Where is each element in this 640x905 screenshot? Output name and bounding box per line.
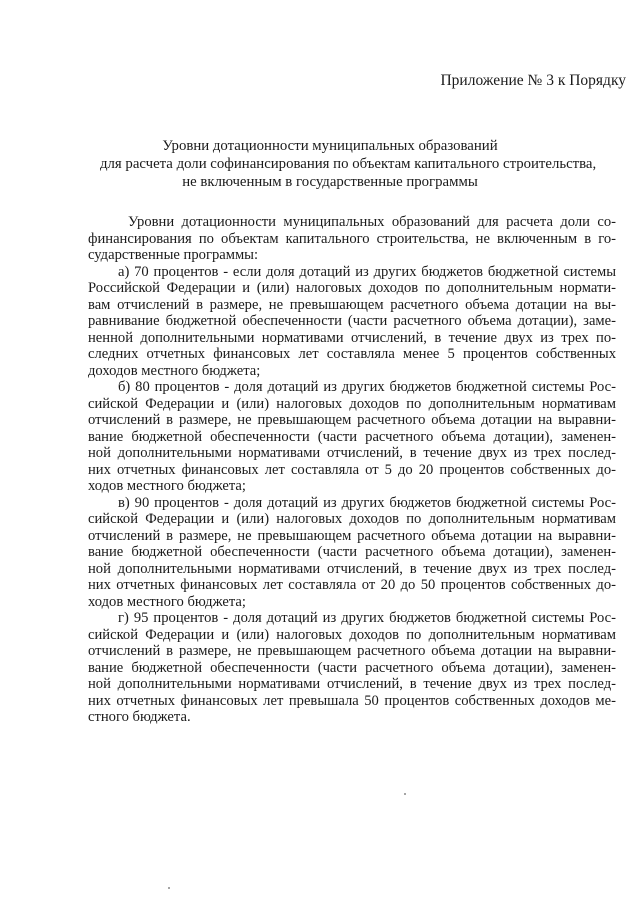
text-line: ненной дополнительными нормативами отчислений, в течение двух из трех по-	[88, 329, 616, 346]
appendix-reference: Приложение № 3 к Порядку	[440, 72, 626, 89]
text-line: сударственные программы:	[88, 247, 259, 263]
document-body	[88, 214, 616, 726]
text-line: следних отчетных финансовых лет составляла менее 5 процентов собственных	[88, 346, 616, 362]
scan-speck	[404, 793, 406, 795]
text-line: г) 95 процентов - доля дотаций из других бюджетов бюджетной системы Рос-	[118, 610, 616, 626]
text-line: вам отчислений в размере, не превышающем расчетного объема дотации на вы-	[88, 296, 616, 313]
text-line: ной дополнительными нормативами отчислений, в течение двух из трех послед-	[88, 445, 616, 461]
item-v	[88, 495, 616, 611]
text-line: сийской Федерации и (или) налоговых доходов по дополнительным нормативам	[88, 626, 616, 643]
text-line: а) 70 процентов - если доля дотаций из других бюджетов бюджетной системы	[118, 263, 616, 280]
item-a	[88, 264, 616, 380]
text-line: отчислений в размере, не превышающем расчетного объема дотации на выравни-	[88, 412, 616, 428]
document-title	[100, 137, 597, 191]
text-line: стного бюджета.	[88, 709, 191, 725]
text-line: ходов местного бюджета;	[88, 478, 246, 494]
item-g	[88, 610, 616, 726]
text-line: в) 90 процентов - доля дотаций из других бюджетов бюджетной системы Рос-	[118, 494, 616, 511]
text-line: ходов местного бюджета;	[88, 593, 246, 610]
text-line: них отчетных финансовых лет составляла от 20 до 50 процентов собственных до-	[88, 577, 616, 593]
text-line: Российской Федерации и (или) налоговых доходов по дополнительным нормати-	[88, 280, 616, 296]
text-line: вание бюджетной обеспеченности (части расчетного объема дотации), заменен-	[88, 428, 616, 445]
text-line: доходов местного бюджета;	[88, 362, 261, 379]
text-line: равнивание бюджетной обеспеченности (части расчетного объема дотации), заме-	[88, 313, 616, 329]
text-line: финансирования по объектам капитального строительства, не включенным в го-	[88, 230, 616, 247]
text-line: вание бюджетной обеспеченности (части расчетного объема дотации), заменен-	[88, 544, 616, 560]
text-line: ной дополнительными нормативами отчислений, в течение двух из трех послед-	[88, 560, 616, 577]
title-line: для расчета доли софинансирования по объектам капитального строительства,	[100, 156, 597, 172]
text-line: отчислений в размере, не превышающем расчетного объема дотации на выравни-	[88, 643, 616, 659]
text-line: сийской Федерации и (или) налоговых доходов по дополнительным нормативам	[88, 511, 616, 527]
text-line: них отчетных финансовых лет превышала 50 процентов собственных доходов ме-	[88, 692, 616, 709]
item-b	[88, 379, 616, 495]
text-line: Уровни дотационности муниципальных образований для расчета доли со-	[128, 214, 616, 230]
text-line: б) 80 процентов - доля дотаций из других бюджетов бюджетной системы Рос-	[118, 379, 616, 395]
text-line: ной дополнительными нормативами отчислений, в течение двух из трех послед-	[88, 676, 616, 692]
scan-speck	[168, 887, 170, 889]
title-line: не включенным в государственные программы	[182, 174, 478, 190]
intro-paragraph	[88, 214, 616, 264]
text-line: вание бюджетной обеспеченности (части расчетного объема дотации), заменен-	[88, 659, 616, 676]
text-line: сийской Федерации и (или) налоговых доходов по дополнительным нормативам	[88, 395, 616, 412]
text-line: них отчетных финансовых лет составляла от 5 до 20 процентов собственных до-	[88, 461, 616, 478]
text-line: отчислений в размере, не превышающем расчетного объема дотации на выравни-	[88, 527, 616, 544]
title-line: Уровни дотационности муниципальных образований	[162, 138, 498, 154]
